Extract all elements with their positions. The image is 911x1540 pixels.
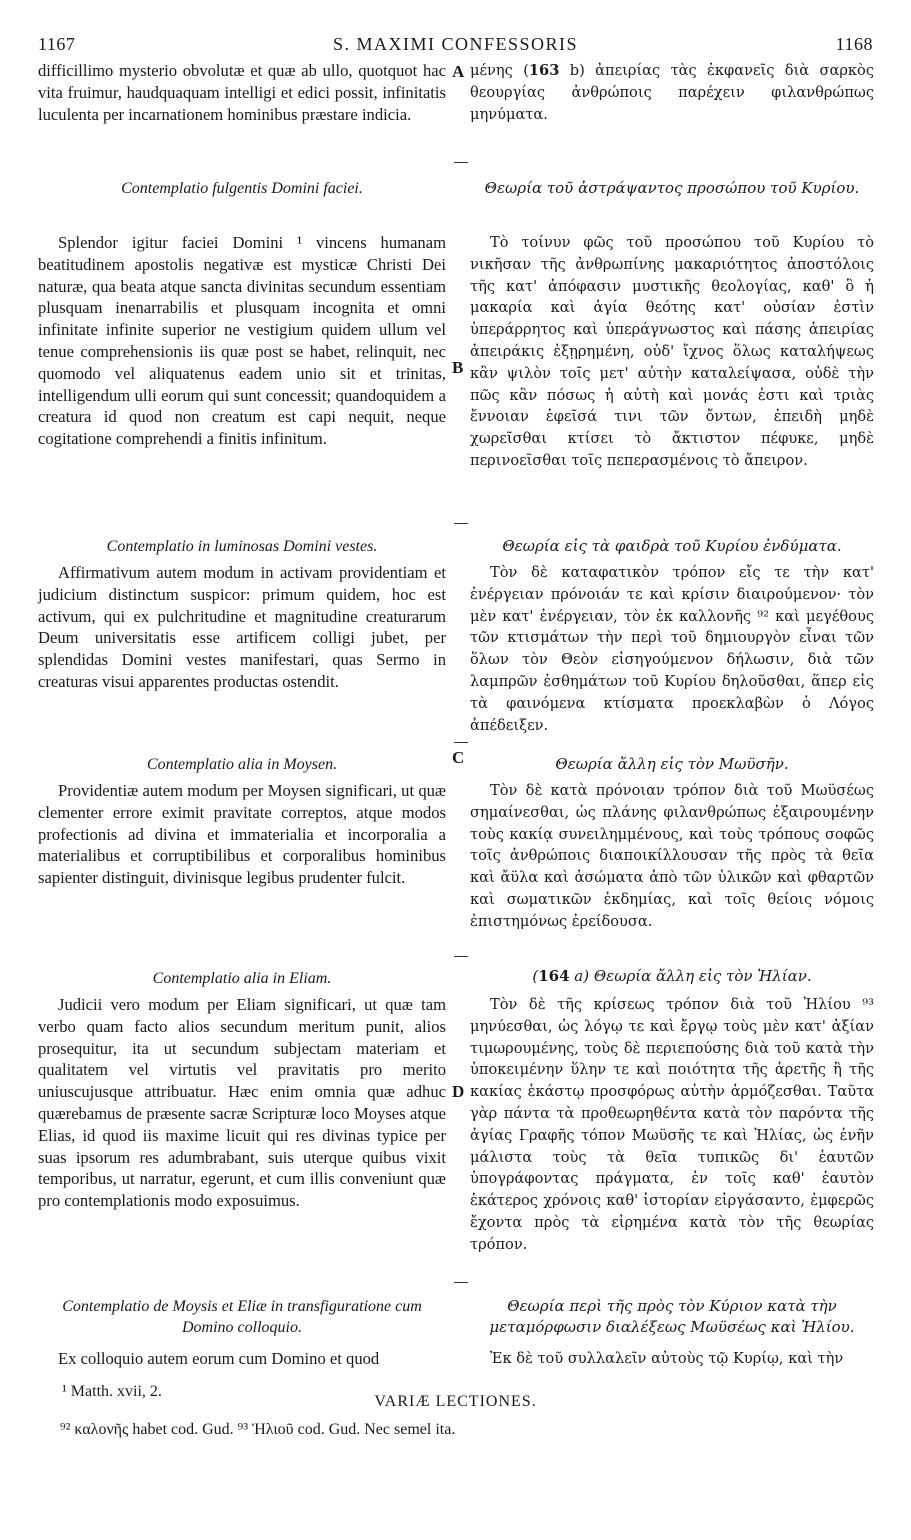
latin-block-2 — [38, 536, 446, 557]
running-header — [38, 34, 873, 58]
page-number-left: 1167 — [38, 34, 76, 54]
greek-section-heading: Θεωρία ἄλλη εἰς τὸν Μωϋσῆν. — [555, 755, 789, 773]
greek-block-3-body — [470, 780, 874, 933]
margin-marker-d: D — [452, 1082, 465, 1101]
latin-paragraph: Ex colloquio autem eorum cum Domino et quod — [58, 1349, 380, 1368]
greek-block-5 — [470, 1296, 874, 1338]
greek-block-2 — [470, 536, 874, 557]
greek-text: μένης ( — [470, 62, 529, 79]
margin-marker-a: A — [452, 62, 465, 81]
heading-text: a) Θεωρία ἄλλη εἰς τὸν Ἠλίαν. — [569, 967, 812, 985]
greek-block-1-body — [470, 232, 874, 472]
latin-paragraph: Splendor igitur faciei Domini ¹ vincens humanam beatitudinem apostolis negativæ est mysticæ Christi Dei naturæ, qua beata atque sancta divinitas secundum essentiam plusquam inenarrabilis et plusquam incognita et omni infinitate infinite superior ne vestigium quidem ullum vel tenue comprehensionis iis quæ post se habet, relinquit, nec quomodo vel aliquatenus eadem unio sit et trinitas, intelligendum ulli eorum qui sunt concessit; quandoquidem a creatura id quod non creatum est capi nequit, neque cogitatione comprehendi a finitis infinitum. — [38, 233, 446, 449]
greek-section-heading: Θεωρία εἰς τὰ φαιδρὰ τοῦ Κυρίου ἐνδύματα. — [502, 537, 842, 555]
variae-lectiones-title: VARIÆ LECTIONES. — [374, 1393, 537, 1410]
latin-paragraph: difficillimo mysterio obvolutæ et quæ ab ullo, quotquot hac vita fruimur, haudquaquam intelligi et edici possit, infinitatis luculenta per incarnationem hominibus præstare indicia. — [38, 61, 446, 124]
latin-block-3 — [38, 754, 446, 775]
latin-section-heading: Contemplatio de Moysis et Eliæ in transfiguratione cum Domino colloquio. — [62, 1298, 422, 1336]
latin-block-3-body — [38, 780, 446, 889]
margin-marker-c: C — [452, 748, 465, 767]
greek-block-2-body — [470, 562, 874, 736]
greek-block-5-body — [470, 1348, 874, 1370]
latin-section-heading: Contemplatio in luminosas Domini vestes. — [106, 538, 378, 555]
latin-block-5-body — [38, 1348, 446, 1370]
section-rule — [454, 162, 468, 163]
greek-block-3 — [470, 754, 874, 775]
heading-text: ( — [532, 967, 539, 985]
column-number: 163 — [528, 62, 560, 79]
latin-section-heading: Contemplatio alia in Moysen. — [146, 756, 338, 773]
greek-block-0 — [470, 60, 874, 125]
greek-paragraph: Τὸν δὲ καταφατικὸν τρόπον εἴς τε τὴν κατ' ἐνέργειαν πρόνοιάν τε καὶ κρίσιν διαιρούμενον· τὸν μὲν κατ' ἐνέργειαν, τὸν ἐκ καλλονῆς ⁹² καὶ μεγέθους τῶν κτισμάτων τὴν περὶ τοῦ δημιουργὸν εἶναι τῶν ὅλων τὸν Θεὸν εἰσηγούμενον δήλωσιν, διὰ τῶν λαμπρῶν ἐσθημάτων τοῦ Κυρίου δηλοῦσθαι, ἅπερ εἰς τὰ φαινόμενα κτίσματα προεκλαβὼν ὁ Λόγος ἀπέδειξεν. — [470, 564, 874, 734]
latin-paragraph: Affirmativum autem modum in activam providentiam et judicium distinctum suspicor: primum quidem, hoc est activum, qui ex pulchritudine et magnitudine creaturarum Deum universitatis esse artificem colligi jubet, per splendidas Domini vestes manifestari, quas Sermo in creaturas visui apparentes productas ostendit. — [38, 563, 446, 691]
section-rule — [454, 956, 468, 957]
greek-paragraph: Τὸν δὲ κατὰ πρόνοιαν τρόπον διὰ τοῦ Μωϋσέως σημαίνεσθαι, ὡς πλάνης φιλανθρώπως ἐξαιρουμένην τοὺς κακίᾳ συνειλημμένους, καὶ τοὺς τρόπους σοφῶς τοῖς ἀνθρώποις διαποικίλλουσαν τῆς πρὸς τὰ θεῖα καὶ ἄϋλα καὶ ἀσώματα ἀπὸ τῶν ὑλικῶν καὶ φθαρτῶν καὶ σωματικῶν ἐκδημίας, καὶ τοῖς θείοις νόμοις ἐπιστημόνως ἐρείδουσα. — [470, 782, 874, 930]
greek-paragraph — [470, 60, 874, 125]
variae-lectiones-line: ⁹² καλονῆς habet cod. Gud. ⁹³ Ἠλιοῦ cod. Gud. Nec semel ita. — [60, 1421, 456, 1438]
section-rule — [454, 1282, 468, 1283]
greek-section-heading: Θεωρία τοῦ ἀστράψαντος προσώπου τοῦ Κυρίου. — [484, 179, 860, 197]
greek-paragraph: Ἐκ δὲ τοῦ συλλαλεῖν αὐτοὺς τῷ Κυρίῳ, καὶ τὴν — [490, 1350, 844, 1367]
page-number-right: 1168 — [835, 34, 873, 54]
footnote: ¹ Matth. xvii, 2. — [62, 1383, 162, 1400]
latin-block-4 — [38, 968, 446, 989]
latin-paragraph: Providentiæ autem modum per Moysen significari, ut quæ clementer errore eximit pravitate correptos, atque modos profectionis ad divina et immaterialia et incorporalia a materialibus et corruptibilibus et corporalibus hominibus sapienter distinguit, divinisque legibus prudenter fulcit. — [38, 781, 446, 888]
greek-block-4 — [470, 966, 874, 987]
greek-paragraph: Τὸν δὲ τῆς κρίσεως τρόπον διὰ τοῦ Ἠλίου ⁹³ μηνύεσθαι, ὡς λόγῳ τε καὶ ἔργῳ τοὺς μὲν κατ' ἀξίαν τιμωρουμένης, τοὺς δὲ περιεπούσης διὰ τοῦ κατὰ τὴν ὑποκειμένην ὕλην τε καὶ ποιότητα τῆς ἀρετῆς ἢ τῆς κακίας ἑκάστῳ προσφόρως αὐτὴν ἁρμόζεσθαι. Ταῦτα γὰρ πάντα τὰ προθεωρηθέντα κατὰ τὸν παρόντα τῆς ἁγίας Γραφῆς τόπον Μωϋσῆς τε καὶ Ἠλίας, ὡς ἐνῆν μάλιστα τοὺς τὰ θεῖα τυπικῶς δι' ἑαυτῶν ὑπογράφοντας πράγματα, ἐν τοῖς καθ' ἑαυτὸν ἑκάτερος χρόνοις καθ' ἱστορίαν εἰργάσαντο, ἐμφερῶς ἔχοντα πρὸς τὰ εἰρημένα κατὰ τὸν τῆς θεωρίας τρόπον. — [470, 996, 874, 1253]
greek-text: b) ἀπειρίας τὰς ἐκφανεῖς διὰ σαρκὸς θεουργίας ἀνθρώποις παρέχειν φιλανθρώπως μηνύματα. — [470, 62, 874, 123]
latin-paragraph: Judicii vero modum per Eliam significari, ut quæ tam verbo quam facto alios secundum meritum punit, alios prosequitur, ita ut secundum subjectam materiam et qualitatem vel virtutis vel pravitatis pro merito uniuscujusque attribuatur. Hæc enim omnia quæ adhuc quærebamus de præsente sacræ Scripturæ loco Moyses atque Elias, id quod iis maxime licuit qui res divinas typice per suas ipsorum res adumbrabant, suis uterque quibus vixit temporibus, ut narratur, egerunt, et cum illis conveniunt quæ pro contemplationis modo exposuimus. — [38, 995, 446, 1211]
section-rule — [454, 523, 468, 524]
running-title: S. MAXIMI CONFESSORIS — [332, 34, 579, 54]
greek-block-1 — [470, 178, 874, 199]
latin-block-1-body — [38, 232, 446, 450]
latin-block-4-body — [38, 994, 446, 1212]
latin-block-2-body — [38, 562, 446, 693]
column-number: 164 — [538, 967, 570, 985]
latin-block-1 — [38, 178, 446, 199]
section-rule — [454, 742, 468, 743]
greek-paragraph: Τὸ τοίνυν φῶς τοῦ προσώπου τοῦ Κυρίου τὸ νικῆσαν τῆς ἀνθρωπίνης μακαριότητος ἀποστόλοις τῆς κατ' ἀπόφασιν μυστικῆς θεολογίας, καθ' ὃ ἡ μακαρία καὶ ἁγία θεότης κατ' οὐσίαν ἐστὶν ὑπεράρρητος καὶ ὑπεράγνωστος καὶ πάσης ἀπειρίας ἀπειράκις ἐξῃρημένη, οὐδ' ἴχνος ὅλως καταλήψεως κἂν ψιλὸν τοῖς μετ' αὐτὴν καταλείψασα, οὐδὲ τὴν πῶς κἂν πόσως ἡ αὐτὴ καὶ μονάς ἐστι καὶ τριὰς ἔννοιαν ἐφεῖσά τινι τῶν ὄντων, ἐπειδὴ μηδὲ χωρεῖσθαι κτίσει τὸ ἄκτιστον πέφυκε, μηδὲ περινοεῖσθαι τοῖς πεπερασμένοις τὸ ἄπειρον. — [470, 234, 874, 469]
latin-block-5 — [38, 1296, 446, 1338]
latin-section-heading: Contemplatio fulgentis Domini faciei. — [121, 180, 363, 197]
greek-section-heading — [470, 966, 874, 987]
greek-block-4-body — [470, 994, 874, 1256]
latin-block-0 — [38, 60, 446, 125]
latin-section-heading: Contemplatio alia in Eliam. — [152, 970, 332, 987]
greek-section-heading: Θεωρία περὶ τῆς πρὸς τὸν Κύριον κατὰ τὴν μεταμόρφωσιν διαλέξεως Μωϋσέως καὶ Ἠλίου. — [489, 1297, 855, 1336]
margin-marker-b: B — [452, 358, 464, 377]
